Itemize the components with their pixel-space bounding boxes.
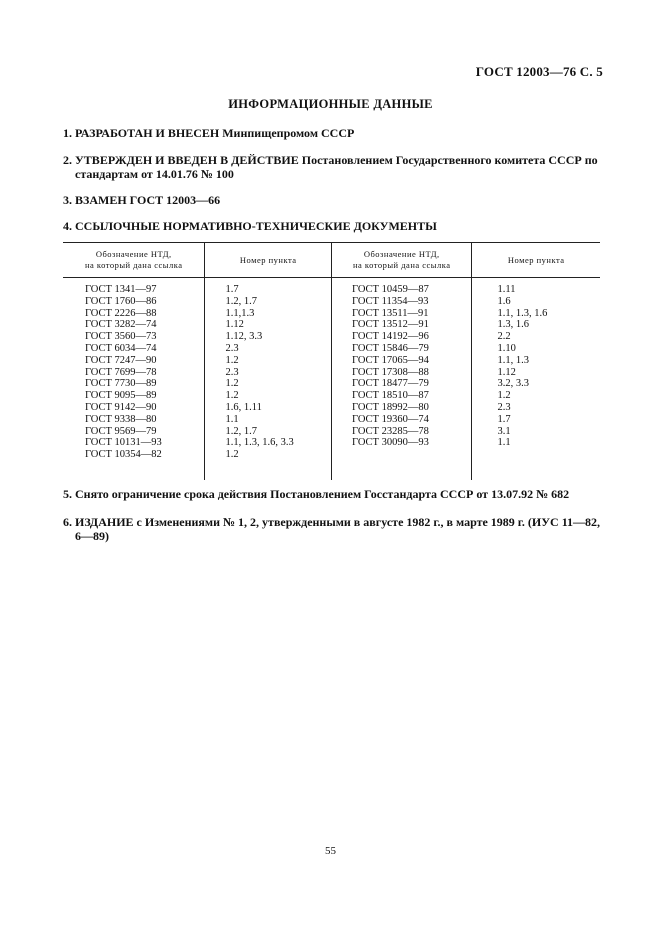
- right-doc-entry: ГОСТ 17308—88: [352, 366, 429, 378]
- section-3: 3. ВЗАМЕН ГОСТ 12003—66: [63, 193, 221, 207]
- left-doc-entry: ГОСТ 3282—74: [85, 319, 157, 331]
- section-1: 1. РАЗРАБОТАН И ВНЕСЕН Минпищепромом СССР: [63, 126, 355, 140]
- header-item-left-label: Номер пункта: [239, 254, 297, 265]
- right-item-entry: 1.1, 1.3, 1.6: [497, 307, 548, 319]
- reference-table: [63, 242, 600, 480]
- left-doc-entry: ГОСТ 2226—88: [85, 307, 157, 319]
- table-body-row: [63, 278, 600, 481]
- header-doc-left: [63, 243, 205, 278]
- right-item-entry: 1.7: [497, 413, 511, 425]
- left-item-entry: 2.3: [225, 366, 239, 378]
- section-2-line-1: 2. УТВЕРЖДЕН И ВВЕДЕН В ДЕЙСТВИЕ Постановлением Государственного комитета СССР по: [63, 153, 598, 167]
- left-doc-entry: ГОСТ 6034—74: [85, 342, 157, 354]
- right-doc-entry: ГОСТ 18510—87: [352, 390, 429, 402]
- right-doc-entry: ГОСТ 14192—96: [352, 331, 429, 343]
- header-doc-right: [332, 243, 472, 278]
- left-item-entry: 1.12, 3.3: [225, 331, 263, 343]
- table-header-row: [63, 243, 600, 278]
- section-2-line-2: стандартам от 14.01.76 № 100: [75, 167, 234, 181]
- section-4: 4. ССЫЛОЧНЫЕ НОРМАТИВНО-ТЕХНИЧЕСКИЕ ДОКУМЕНТЫ: [63, 219, 437, 233]
- document-title: ИНФОРМАЦИОННЫЕ ДАННЫЕ: [228, 97, 433, 111]
- section-5: 5. Снято ограничение срока действия Постановлением Госстандарта СССР от 13.07.92 № 682: [63, 487, 570, 501]
- right-doc-entry: ГОСТ 18477—79: [352, 378, 429, 390]
- right-item-entry: 1.12: [497, 366, 516, 378]
- left-doc-entry: ГОСТ 7247—90: [85, 354, 157, 366]
- left-doc-entry: ГОСТ 3560—73: [85, 331, 157, 343]
- right-item-entry: 3.2, 3.3: [497, 378, 529, 390]
- right-doc-entry: ГОСТ 23285—78: [352, 425, 429, 437]
- left-doc-entry: ГОСТ 7699—78: [85, 366, 157, 378]
- left-doc-entry: ГОСТ 9095—89: [85, 390, 157, 402]
- right-doc-entry: ГОСТ 18992—80: [352, 401, 429, 413]
- right-item-entry: 2.3: [497, 401, 511, 413]
- right-doc-entry: ГОСТ 19360—74: [352, 413, 429, 425]
- section-6-line-1: 6. ИЗДАНИЕ с Изменениями № 1, 2, утвержденными в августе 1982 г., в марте 1989 г. (ИУС 11—82,: [63, 515, 601, 529]
- left-doc-entry: ГОСТ 9142—90: [85, 401, 157, 413]
- header-item-right: [472, 243, 600, 278]
- left-item-entry: 1.1: [225, 413, 239, 425]
- right-doc-entry: ГОСТ 13511—91: [352, 307, 429, 319]
- left-doc-entry: ГОСТ 1760—86: [85, 295, 157, 307]
- left-item-entry: 1.12: [225, 319, 244, 331]
- right-doc-entry: ГОСТ 15846—79: [352, 342, 429, 354]
- section-6: [63, 515, 608, 543]
- left-doc-entry: ГОСТ 1341—97: [85, 284, 157, 295]
- page-header: ГОСТ 12003—76 С. 5: [475, 64, 603, 79]
- section-6-line-2: 6—89): [75, 529, 109, 543]
- right-item-entry: 1.1: [497, 437, 511, 449]
- left-item-entry: 1.2, 1.7: [225, 295, 257, 307]
- left-item-entry: 1.2: [225, 378, 239, 390]
- left-doc-entry: ГОСТ 10131—93: [85, 437, 162, 449]
- left-item-entry: 1.6, 1.11: [225, 401, 262, 413]
- header-doc-left-line-2: на который дана ссылка: [84, 260, 183, 270]
- right-item-entry: 2.2: [497, 331, 511, 343]
- left-doc-entry: ГОСТ 9569—79: [85, 425, 157, 437]
- left-item-column: [205, 278, 332, 481]
- left-item-entry: 1.7: [225, 284, 239, 295]
- right-doc-entry: ГОСТ 13512—91: [352, 319, 429, 331]
- right-item-entry: 1.6: [497, 295, 511, 307]
- left-item-entry: 1.2: [225, 390, 239, 402]
- left-item-entry: 2.3: [225, 342, 239, 354]
- left-item-entry: 1.1,1.3: [225, 307, 255, 319]
- header-doc-right-line-2: на который дана ссылка: [352, 260, 451, 270]
- header-item-right-label: Номер пункта: [507, 254, 565, 265]
- left-item-entry: 1.1, 1.3, 1.6, 3.3: [225, 437, 294, 449]
- header-doc-right-line-1: Обозначение НТД,: [363, 249, 440, 259]
- right-item-entry: 1.1, 1.3: [497, 354, 529, 366]
- left-doc-column: [63, 278, 205, 481]
- right-item-entry: 1.2: [497, 390, 511, 402]
- right-doc-entry: ГОСТ 10459—87: [352, 284, 429, 295]
- left-item-entry: 1.2: [225, 449, 239, 461]
- section-2: [63, 153, 608, 181]
- left-item-entry: 1.2: [225, 354, 239, 366]
- left-doc-entry: ГОСТ 10354—82: [85, 449, 162, 461]
- right-item-entry: 1.3, 1.6: [497, 319, 529, 331]
- right-item-entry: 3.1: [497, 425, 511, 437]
- right-doc-entry: ГОСТ 11354—93: [352, 295, 429, 307]
- right-item-entry: 1.11: [497, 284, 516, 295]
- right-doc-entry: ГОСТ 30090—93: [352, 437, 429, 449]
- header-item-left: [205, 243, 332, 278]
- left-item-entry: 1.2, 1.7: [225, 425, 257, 437]
- right-doc-entry: ГОСТ 17065—94: [352, 354, 429, 366]
- header-doc-left-line-1: Обозначение НТД,: [95, 249, 172, 259]
- right-item-column: [472, 278, 600, 481]
- right-item-entry: 1.10: [497, 342, 516, 354]
- left-doc-entry: ГОСТ 7730—89: [85, 378, 157, 390]
- left-doc-entry: ГОСТ 9338—80: [85, 413, 157, 425]
- page-number: 55: [325, 845, 336, 857]
- right-doc-column: [332, 278, 472, 481]
